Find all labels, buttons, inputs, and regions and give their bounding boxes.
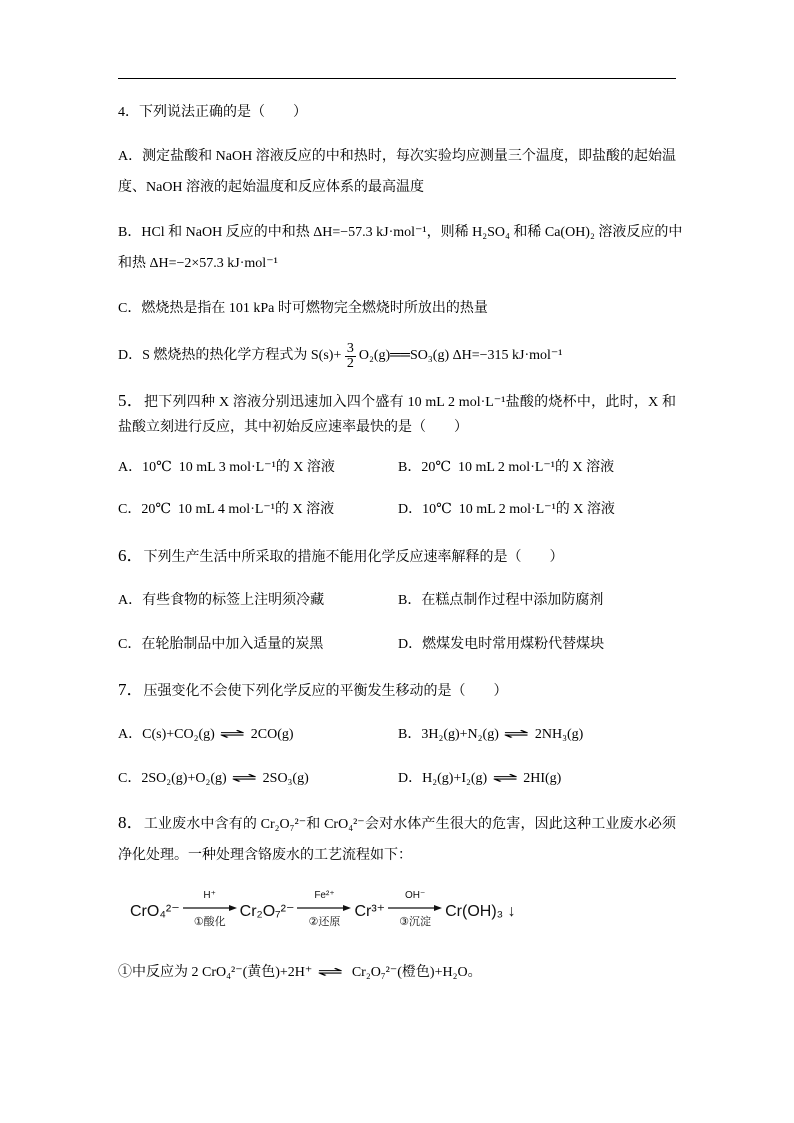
question-7-stem xyxy=(118,680,508,700)
equilibrium-arrow xyxy=(499,725,535,745)
question-6-number: 6． xyxy=(118,546,144,565)
species-chromium-hydroxide: Cr(OH)₃ ↓ xyxy=(445,903,516,920)
reaction-arrow-icon xyxy=(183,904,237,912)
question-5-option-b: B．20℃ 10 mL 2 mol·L⁻¹的 X 溶液 xyxy=(398,460,615,475)
option-label: C． xyxy=(118,771,142,786)
equilibrium-arrow-icon: ⇌ xyxy=(219,727,246,742)
question-5-number: 5． xyxy=(118,391,145,410)
arrow-head xyxy=(343,905,351,911)
step-label: ②还原 xyxy=(308,916,341,928)
arrow-head xyxy=(434,905,442,911)
equation-reactants: H₂(g)+I₂(g) xyxy=(422,771,488,786)
step-label: ③沉淀 xyxy=(399,916,432,928)
equation-reactants: 3H₂(g)+N₂(g) xyxy=(421,727,499,742)
reaction-arrow-icon xyxy=(297,904,351,912)
process-flow-diagram xyxy=(130,888,516,936)
flow-step-acidify xyxy=(182,888,238,936)
reaction-arrow-icon xyxy=(388,904,442,912)
question-8-number: 8． xyxy=(118,813,144,832)
question-8-reaction-note xyxy=(118,963,482,983)
question-4-stem: 4．下列说法正确的是（ ） xyxy=(118,105,307,120)
question-7-number: 7． xyxy=(118,680,144,699)
equation-products: 2NH₃(g) xyxy=(534,727,584,742)
question-8-stem-line-1 xyxy=(118,813,676,833)
option-d-text-after-fraction: O₂(g)══SO₃(g) ΔH=−315 kJ·mol⁻¹ xyxy=(358,348,563,363)
question-4-option-a-line-2: 度、NaOH 溶液的起始温度和反应体系的最高温度 xyxy=(118,180,425,195)
option-label: D． xyxy=(398,771,423,786)
question-7-option-b xyxy=(398,725,583,745)
step-label: ①酸化 xyxy=(193,916,226,928)
equilibrium-arrow-icon: ⇌ xyxy=(231,771,258,786)
equilibrium-arrow xyxy=(487,769,523,789)
equilibrium-arrow-icon: ⇌ xyxy=(317,965,344,980)
question-5-stem-text: 把下列四种 X 溶液分别迅速加入四个盛有 10 mL 2 mol·L⁻¹盐酸的烧杯中，此时，X 和 xyxy=(144,395,677,410)
reagent-label: H⁺ xyxy=(203,890,216,901)
question-4-option-b-line-2: 和热 ΔH=−2×57.3 kJ·mol⁻¹ xyxy=(118,256,278,271)
question-7-option-c xyxy=(118,769,309,789)
equation-reactants: C(s)+CO₂(g) xyxy=(142,727,215,742)
flow-step-precipitate xyxy=(387,888,443,936)
question-4-option-b-line-1: B．HCl 和 NaOH 反应的中和热 ΔH=−57.3 kJ·mol⁻¹，则稀 H₂SO₄ 和稀 Ca(OH)₂ 溶液反应的中 xyxy=(118,225,683,240)
equilibrium-arrow xyxy=(215,725,251,745)
question-5-option-c: C．20℃ 10 mL 4 mol·L⁻¹的 X 溶液 xyxy=(118,502,335,517)
question-6-option-a: A．有些食物的标签上注明须冷藏 xyxy=(118,593,325,608)
reaction-note-right: Cr₂O₇²⁻(橙色)+H₂O。 xyxy=(348,965,482,980)
equation-products: 2HI(g) xyxy=(523,771,562,786)
equilibrium-arrow-icon: ⇌ xyxy=(492,771,519,786)
question-4-option-a-line-1: A．测定盐酸和 NaOH 溶液反应的中和热时，每次实验均应测量三个温度，即盐酸的起始温 xyxy=(118,149,676,164)
question-5-stem-line-1 xyxy=(118,391,676,411)
question-5-option-d: D．10℃ 10 mL 2 mol·L⁻¹的 X 溶液 xyxy=(398,502,615,517)
arrow-head xyxy=(229,905,237,911)
species-dichromate: Cr₂O₇²⁻ xyxy=(239,903,295,920)
equilibrium-arrow xyxy=(227,769,263,789)
question-6-option-c: C．在轮胎制品中加入适量的炭黑 xyxy=(118,637,324,652)
question-7-option-a xyxy=(118,725,294,745)
reagent-label: Fe²⁺ xyxy=(314,890,335,901)
equilibrium-arrow-icon: ⇌ xyxy=(503,727,530,742)
option-d-text-before-fraction: D．S 燃烧热的热化学方程式为 S(s)+ xyxy=(118,348,345,363)
question-6-option-d: D．燃煤发电时常用煤粉代替煤块 xyxy=(398,637,605,652)
option-label: B． xyxy=(398,727,422,742)
question-5-stem-line-2: 盐酸立刻进行反应，其中初始反应速率最快的是（ ） xyxy=(118,420,468,435)
question-5-option-a: A．10℃ 10 mL 3 mol·L⁻¹的 X 溶液 xyxy=(118,460,335,475)
question-7-stem-text: 压强变化不会使下列化学反应的平衡发生移动的是（ ） xyxy=(143,684,508,699)
reaction-note-left: ①中反应为 2 CrO₄²⁻(黄色)+2H⁺ xyxy=(118,965,313,980)
flow-step-reduce xyxy=(296,888,352,936)
question-8-stem-line-2: 净化处理。一种处理含铬废水的工艺流程如下： xyxy=(118,848,412,863)
equation-products: 2SO₃(g) xyxy=(262,771,309,786)
fraction xyxy=(345,342,356,371)
equation-reactants: 2SO₂(g)+O₂(g) xyxy=(141,771,227,786)
question-6-stem xyxy=(118,546,564,566)
fraction-numerator: 3 xyxy=(346,340,354,356)
question-6-stem-text: 下列生产生活中所采取的措施不能用化学反应速率解释的是（ ） xyxy=(143,550,564,565)
equilibrium-arrow xyxy=(312,963,348,983)
question-7-option-d xyxy=(398,769,561,789)
question-6-option-b: B．在糕点制作过程中添加防腐剂 xyxy=(398,593,604,608)
question-4-option-d xyxy=(118,340,563,371)
option-label: A． xyxy=(118,727,143,742)
fraction-denominator: 2 xyxy=(346,355,354,371)
header-rule xyxy=(118,78,676,79)
question-4-option-c: C．燃烧热是指在 101 kPa 时可燃物完全燃烧时所放出的热量 xyxy=(118,301,488,316)
equation-products: 2CO(g) xyxy=(250,727,294,742)
question-8-stem-text: 工业废水中含有的 Cr₂O₇²⁻和 CrO₄²⁻会对水体产生很大的危害，因此这种工业废水必须 xyxy=(143,817,676,832)
species-chromium-ion: Cr³⁺ xyxy=(354,903,386,920)
reagent-label: OH⁻ xyxy=(404,890,426,901)
species-chromate: CrO₄²⁻ xyxy=(130,903,180,920)
